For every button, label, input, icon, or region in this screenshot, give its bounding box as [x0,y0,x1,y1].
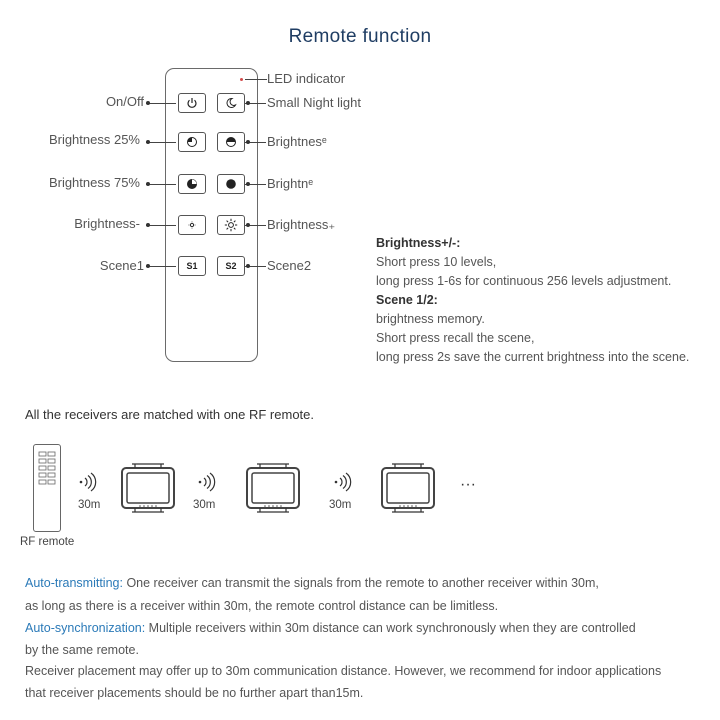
leader-line [146,225,176,226]
note-text: One receiver can transmit the signals from the remote to another receiver within 30m, [122,576,599,590]
leader-dot [246,264,250,268]
wireless-signal-icon [78,472,98,492]
led-label: LED indicator [267,71,346,86]
brightness-75-label: Brightness 75% [48,175,140,190]
scene-desc-line: Short press recall the scene, [376,331,535,345]
leader-line [146,103,176,104]
brightness-minus-button[interactable] [178,215,206,235]
brightness-100-label: Brightnᵉ [267,176,314,191]
leader-dot [246,140,250,144]
brightness-50-icon [225,136,237,148]
leader-dot [146,140,150,144]
receiver-illustration [245,460,301,516]
scene2-label: Scene2 [267,258,312,273]
scene-desc-line: brightness memory. [376,312,485,326]
signal-group [78,472,98,497]
rf-remote-illustration [33,444,61,532]
brightness-desc-heading: Brightness+/-: [376,236,461,250]
rf-section-heading: All the receivers are matched with one RF remote. [25,407,315,422]
leader-dot [146,264,150,268]
scene1-label: Scene1 [99,258,144,273]
scene-desc-line: long press 2s save the current brightness into the scene. [376,350,690,364]
scene1-button[interactable]: S1 [178,256,206,276]
receiver-illustration [380,460,436,516]
receiver-icon [120,460,176,516]
brightness-25-button[interactable] [178,132,206,152]
night-light-label: Small Night light [267,95,361,110]
night-light-button[interactable] [217,93,245,113]
brightness-desc-line: long press 1-6s for continuous 256 levels adjustment. [376,274,672,288]
leader-dot [146,182,150,186]
note-heading: Auto-transmitting: [25,576,123,590]
leader-line [146,266,176,267]
brightness-100-icon [225,178,237,190]
brightness-50-label: Brightnesᵉ [267,134,327,149]
placement-note: that receiver placements should be no further apart than15m. [25,686,364,700]
brightness-75-icon [186,178,198,190]
page-title: Remote function [288,26,432,47]
distance-label: 30m [193,499,216,511]
receiver-illustration [120,460,176,516]
leader-line [245,79,267,80]
rf-remote-label: RF remote [20,536,75,548]
distance-label: 30m [78,499,101,511]
on-off-label: On/Off [105,94,144,109]
note-text: Multiple receivers within 30m distance can work synchronously when they are controlled [145,621,636,635]
power-icon [186,97,198,109]
auto-transmitting-note [25,576,599,590]
sun-large-icon [224,218,238,232]
leader-dot [246,223,250,227]
brightness-plus-label: Brightness₊ [267,217,336,232]
scene2-button[interactable]: S2 [217,256,245,276]
sun-small-icon [186,219,198,231]
wireless-signal-icon [333,472,353,492]
distance-label: 30m [329,499,352,511]
remote-icon [34,445,60,531]
brightness-minus-label: Brightness- [74,216,140,231]
leader-dot [246,101,250,105]
brightness-25-icon [186,136,198,148]
note-heading: Auto-synchronization: [25,621,146,635]
leader-dot [246,182,250,186]
on-off-button[interactable] [178,93,206,113]
signal-group [197,472,217,497]
leader-line [146,142,176,143]
brightness-100-button[interactable] [217,174,245,194]
receiver-icon [245,460,301,516]
note-line: as long as there is a receiver within 30m, the remote control distance can be limitless. [25,599,499,613]
more-indicator: ··· [460,476,476,493]
leader-line [146,184,176,185]
receiver-icon [380,460,436,516]
brightness-25-label: Brightness 25% [48,132,140,147]
wireless-signal-icon [197,472,217,492]
placement-note: Receiver placement may offer up to 30m communication distance. However, we recommend for indoor applications [25,664,662,678]
brightness-75-button[interactable] [178,174,206,194]
leader-dot [146,223,150,227]
led-indicator [240,78,243,81]
leader-dot [146,101,150,105]
brightness-plus-button[interactable] [217,215,245,235]
auto-sync-note [25,621,636,635]
scene-desc-heading: Scene 1/2: [376,293,438,307]
signal-group [333,472,353,497]
moon-icon [225,97,237,109]
brightness-desc-line: Short press 10 levels, [376,255,497,269]
brightness-50-button[interactable] [217,132,245,152]
note-line: by the same remote. [25,643,139,657]
